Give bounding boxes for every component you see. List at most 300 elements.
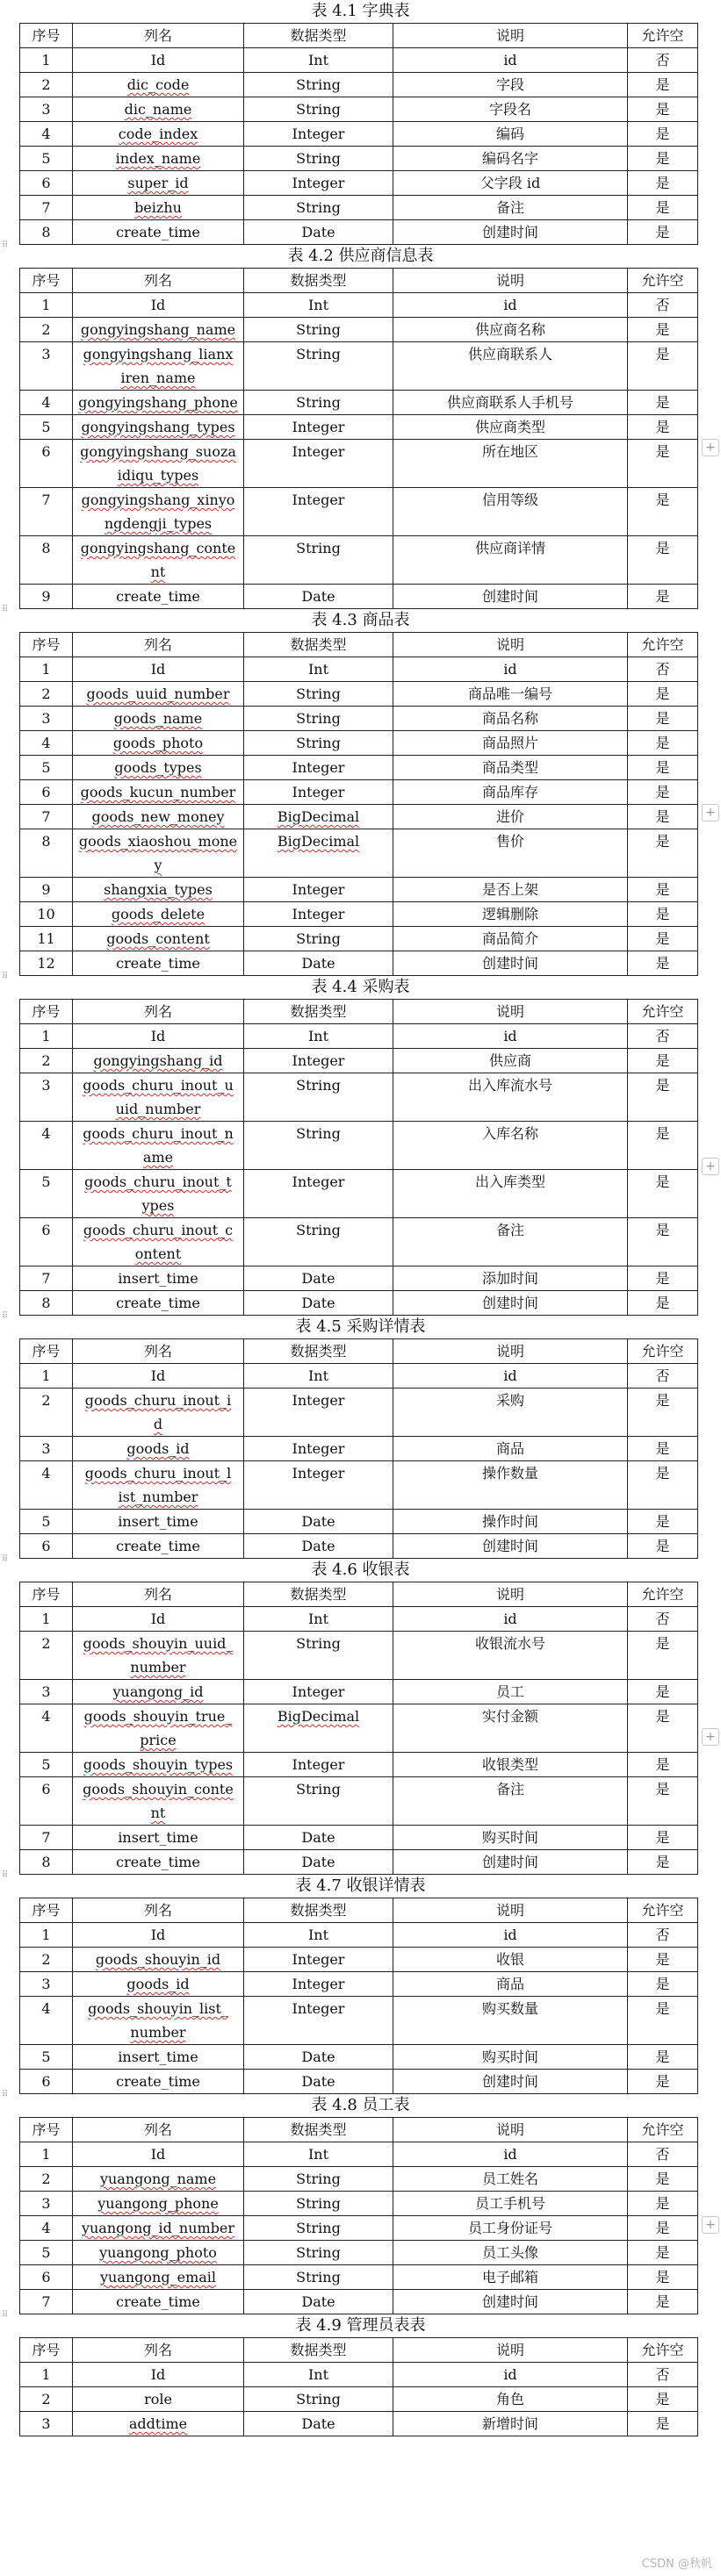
cell-text: 备注 [495,199,524,216]
cell-text: Date [301,1270,335,1287]
row-index-cell [20,731,73,756]
cell-text: 创建时间 [481,2293,538,2310]
column-header: 说明 [393,1898,628,1923]
column-name-cell [73,1364,244,1388]
cell-text: String [296,685,341,702]
nullable-cell [628,342,698,391]
cell-text: String [296,76,341,93]
cell-text: 6 [41,2073,51,2090]
row-index-cell [20,1388,73,1437]
nullable-cell [628,1923,698,1948]
row-index-cell [20,2265,73,2290]
description-cell [393,293,628,318]
data-type-cell [244,2142,393,2167]
data-type-cell [244,2070,393,2094]
drag-handle-icon[interactable]: ⠿ [2,1554,9,1564]
cell-text: 11 [37,930,55,947]
cell-text: 7 [41,1829,51,1846]
data-type-cell [244,122,393,147]
data-type-cell [244,97,393,122]
cell-text: 是 [655,1951,670,1968]
data-type-cell [244,342,393,391]
row-index-cell [20,878,73,902]
cell-text: 购买数量 [481,2000,538,2017]
nullable-cell [628,707,698,731]
cell-text: 8 [41,833,51,850]
table-row [20,2387,698,2412]
cell-text: 是 [655,784,670,800]
cell-text: 否 [655,2146,670,2163]
nullable-cell [628,488,698,536]
row-index-cell [20,147,73,171]
data-type-cell [244,1923,393,1948]
description-cell [393,391,628,415]
table-row [20,1266,698,1291]
cell-text: 是 [655,2049,670,2065]
nullable-cell [628,2142,698,2167]
column-name-cell [73,1534,244,1559]
description-cell [393,1972,628,1997]
description-cell [393,48,628,73]
cell-text: 创建时间 [481,2073,538,2090]
cell-text: 员工手机号 [474,2195,545,2212]
cell-text: create_time [116,955,200,972]
nullable-cell [628,878,698,902]
cell-text: 否 [655,297,670,313]
column-name-cell [73,1024,244,1049]
table-caption: 表 4.5 采购详情表 [295,1317,426,1336]
cell-text: gongyingshang_id [93,1052,223,1069]
cell-text: 商品 [495,1976,524,1992]
table-row [20,318,698,342]
data-type-cell [244,805,393,829]
table-caption: 表 4.6 收银表 [311,1561,410,1579]
add-row-icon[interactable]: + [702,439,719,456]
description-cell [393,2192,628,2216]
cell-text: String [296,1077,341,1094]
data-type-cell [244,1291,393,1316]
cell-text: goods_photo [112,735,204,751]
description-cell [393,1850,628,1875]
column-name-cell [73,1923,244,1948]
table-row [20,196,698,220]
column-header: 允许空 [628,2118,698,2142]
row-index-cell [20,2241,73,2265]
cell-text: 1 [41,1611,51,1627]
data-type-cell [244,927,393,951]
table-row [20,488,698,536]
table-row [20,342,698,391]
column-name-cell [73,657,244,682]
column-header: 数据类型 [244,633,393,657]
data-type-cell [244,1972,393,1997]
cell-text: Id [150,2366,166,2383]
table-caption: 表 4.3 商品表 [311,611,410,629]
column-name-cell [73,829,244,878]
row-index-cell [20,342,73,391]
cell-text: 6 [41,1538,51,1554]
cell-text: String [296,101,341,118]
column-header: 列名 [73,2118,244,2142]
table-row [20,756,698,780]
cell-text: 1 [41,2366,51,2383]
drag-handle-icon[interactable]: ⠿ [2,1311,9,1321]
description-cell [393,682,628,707]
cell-text: 创建时间 [481,955,538,972]
drag-handle-icon[interactable]: ⠿ [2,2310,9,2320]
nullable-cell [628,1073,698,1122]
cell-text: String [296,199,341,216]
add-row-icon[interactable]: + [702,804,719,822]
column-header: 列名 [73,1898,244,1923]
cell-text: 7 [41,808,51,825]
cell-text: yuangong_id_number [81,2220,235,2236]
table-row [20,1997,698,2045]
data-table [19,268,698,609]
cell-text: goods_content [106,930,210,947]
nullable-cell [628,1607,698,1632]
row-index-cell [20,2070,73,2094]
table-row [20,780,698,805]
nullable-cell [628,1461,698,1510]
column-name-cell [73,731,244,756]
row-index-cell [20,2192,73,2216]
data-type-cell [244,902,393,927]
row-index-cell [20,318,73,342]
cell-text: 逻辑删除 [481,906,538,922]
cell-text: 供应商名称 [474,321,545,338]
add-row-icon[interactable]: + [702,1158,719,1175]
row-index-cell [20,1266,73,1291]
cell-text: 2 [41,1052,51,1069]
cell-text: 信用等级 [481,492,538,508]
drag-handle-icon[interactable]: ⠿ [2,1870,9,1880]
nullable-cell [628,731,698,756]
cell-text: yuangong_name [99,2171,217,2187]
data-table [19,23,698,245]
data-type-cell [244,1607,393,1632]
add-row-icon[interactable]: + [702,2216,719,2234]
table-row [20,293,698,318]
cell-text: 是 [655,321,670,338]
row-index-cell [20,756,73,780]
nullable-cell [628,1777,698,1826]
cell-text: id [503,1927,517,1943]
cell-text: Int [307,297,329,313]
column-header: 列名 [73,269,244,293]
cell-text: 4 [41,1125,51,1142]
data-type-cell [244,48,393,73]
cell-text: gongyingshang_phone [78,394,238,411]
cell-text: 采购 [495,1392,524,1409]
description-cell [393,1607,628,1632]
row-index-cell [20,1704,73,1753]
cell-text: 供应商 [488,1052,531,1069]
cell-text: 4 [41,735,51,751]
cell-text: 是 [655,2000,670,2017]
table-row [20,1534,698,1559]
table-row [20,391,698,415]
data-table [19,632,698,976]
table-row [20,1291,698,1316]
cell-text: Integer [292,126,345,142]
drag-handle-icon[interactable]: ⠿ [2,240,9,250]
column-name-cell [73,2192,244,2216]
cell-text: 商品类型 [481,759,538,776]
description-cell [393,1073,628,1122]
table-row [20,1704,698,1753]
add-row-icon[interactable]: + [702,1728,719,1746]
column-name-cell [73,927,244,951]
column-name-cell [73,585,244,609]
row-index-cell [20,1291,73,1316]
cell-text: 创建时间 [481,588,538,605]
description-cell [393,220,628,245]
description-cell [393,1826,628,1850]
nullable-cell [628,1972,698,1997]
cell-text: 是 [655,199,670,216]
table-row [20,1632,698,1680]
cell-text: goods_churu_inout_c ontent [83,1222,234,1262]
cell-text: id [503,52,517,68]
row-index-cell [20,1461,73,1510]
table-row [20,1073,698,1122]
cell-text: 7 [41,199,51,216]
column-name-cell [73,1266,244,1291]
cell-text: Integer [292,1173,345,1190]
row-index-cell [20,657,73,682]
cell-text: 是 [655,588,670,605]
column-name-cell [73,1948,244,1972]
row-index-cell [20,1632,73,1680]
column-name-cell [73,1437,244,1461]
cell-text: 是 [655,710,670,727]
cell-text: 入库名称 [481,1125,538,1142]
nullable-cell [628,1170,698,1218]
data-type-cell [244,220,393,245]
column-header: 数据类型 [244,1339,393,1364]
cell-text: 购买时间 [481,2049,538,2065]
data-type-cell [244,951,393,976]
nullable-cell [628,1632,698,1680]
data-type-cell [244,1073,393,1122]
description-cell [393,657,628,682]
cell-text: 是 [655,1781,670,1797]
cell-text: Date [301,1513,335,1530]
table-row [20,220,698,245]
cell-text: 2 [41,685,51,702]
cell-text: gongyingshang_lianx iren_name [83,346,234,386]
description-cell [393,805,628,829]
cell-text: goods_name [113,710,203,727]
nullable-cell [628,1680,698,1704]
nullable-cell [628,1948,698,1972]
data-type-cell [244,293,393,318]
cell-text: 是 [655,2073,670,2090]
table-row [20,2216,698,2241]
cell-text: gongyingshang_suoza idiqu_types [80,443,236,484]
cell-text: Id [150,661,166,678]
data-type-cell [244,318,393,342]
column-header: 数据类型 [244,269,393,293]
cell-text: insert_time [118,2049,198,2065]
cell-text: 2 [41,1635,51,1652]
cell-text: Date [301,2293,335,2310]
cell-text: 父字段 id [479,175,541,191]
nullable-cell [628,147,698,171]
row-index-cell [20,1534,73,1559]
cell-text: 是 [655,1440,670,1457]
csdn-watermark: CSDN @秋帆 [641,2558,712,2571]
column-header: 列名 [73,2338,244,2363]
cell-text: String [296,735,341,751]
row-index-cell [20,122,73,147]
row-index-cell [20,1218,73,1266]
cell-text: create_time [116,1854,200,1870]
cell-text: 商品简介 [481,930,538,947]
column-name-cell [73,1632,244,1680]
cell-text: 商品唯一编号 [467,685,552,702]
cell-text: Int [307,2146,329,2163]
nullable-cell [628,1388,698,1437]
cell-text: 售价 [495,833,524,850]
table-row [20,1948,698,1972]
row-index-cell [20,2045,73,2070]
cell-text: dic_name [124,101,192,118]
table-row [20,73,698,97]
row-index-cell [20,1826,73,1850]
table-row [20,829,698,878]
header-row [20,633,698,657]
description-cell [393,536,628,585]
cell-text: Integer [292,1052,345,1069]
column-header: 列名 [73,1339,244,1364]
cell-text: 是 [655,492,670,508]
column-name-cell [73,1388,244,1437]
nullable-cell [628,2241,698,2265]
row-index-cell [20,1850,73,1875]
cell-text: 3 [41,2415,51,2432]
column-header: 序号 [20,2118,73,2142]
table-row [20,2241,698,2265]
table-row [20,1850,698,1875]
description-cell [393,1534,628,1559]
cell-text: 添加时间 [481,1270,538,1287]
cell-text: 6 [41,175,51,191]
drag-handle-icon[interactable]: ⠿ [2,972,9,981]
data-type-cell [244,196,393,220]
description-cell [393,731,628,756]
row-index-cell [20,1777,73,1826]
drag-handle-icon[interactable]: ⠿ [2,605,9,614]
table-row [20,657,698,682]
cell-text: create_time [116,224,200,240]
description-cell [393,1923,628,1948]
column-name-cell [73,805,244,829]
cell-text: Integer [292,175,345,191]
cell-text: goods_churu_inout_u uid_number [83,1077,234,1117]
cell-text: 是 [655,1295,670,1311]
column-header: 允许空 [628,269,698,293]
cell-text: Id [150,2146,166,2163]
cell-text: String [296,2171,341,2187]
column-header: 允许空 [628,1339,698,1364]
cell-text: insert_time [118,1513,198,1530]
nullable-cell [628,682,698,707]
column-name-cell [73,147,244,171]
description-cell [393,1024,628,1049]
cell-text: 创建时间 [481,1295,538,1311]
row-index-cell [20,829,73,878]
row-index-cell [20,585,73,609]
cell-text: 是 [655,1125,670,1142]
cell-text: 员工 [495,1683,524,1700]
nullable-cell [628,951,698,976]
column-name-cell [73,415,244,440]
cell-text: 否 [655,52,670,68]
cell-text: 是 [655,759,670,776]
row-index-cell [20,1680,73,1704]
nullable-cell [628,1997,698,2045]
row-index-cell [20,2167,73,2192]
cell-text: 3 [41,1440,51,1457]
header-row [20,24,698,48]
cell-text: 出入库类型 [474,1173,545,1190]
data-type-cell [244,73,393,97]
cell-text: 4 [41,126,51,142]
cell-text: insert_time [118,1829,198,1846]
cell-text: Integer [292,1976,345,1992]
cell-text: 是 [655,101,670,118]
column-name-cell [73,2216,244,2241]
column-name-cell [73,196,244,220]
cell-text: 是 [655,881,670,898]
description-cell [393,1632,628,1680]
cell-text: 是 [655,685,670,702]
cell-text: Integer [292,906,345,922]
column-header: 数据类型 [244,2338,393,2363]
table-row [20,1170,698,1218]
description-cell [393,2142,628,2167]
cell-text: BigDecimal [277,808,360,825]
cell-text: 是 [655,1683,670,1700]
data-type-cell [244,1024,393,1049]
cell-text: goods_delete [111,906,205,922]
column-header: 允许空 [628,2338,698,2363]
cell-text: 收银 [495,1951,524,1968]
cell-text: Integer [292,759,345,776]
cell-text: yuangong_phone [97,2195,219,2212]
column-name-cell [73,2387,244,2412]
cell-text: 实付金额 [481,1708,538,1725]
row-index-cell [20,707,73,731]
drag-handle-icon[interactable]: ⠿ [2,2090,9,2099]
row-index-cell [20,293,73,318]
nullable-cell [628,122,698,147]
table-row [20,1826,698,1850]
nullable-cell [628,293,698,318]
row-index-cell [20,927,73,951]
row-index-cell [20,1364,73,1388]
table-row [20,878,698,902]
column-name-cell [73,2045,244,2070]
cell-text: 是 [655,1222,670,1238]
description-cell [393,1437,628,1461]
cell-text: 3 [41,2195,51,2212]
description-cell [393,902,628,927]
row-index-cell [20,1607,73,1632]
data-type-cell [244,1777,393,1826]
